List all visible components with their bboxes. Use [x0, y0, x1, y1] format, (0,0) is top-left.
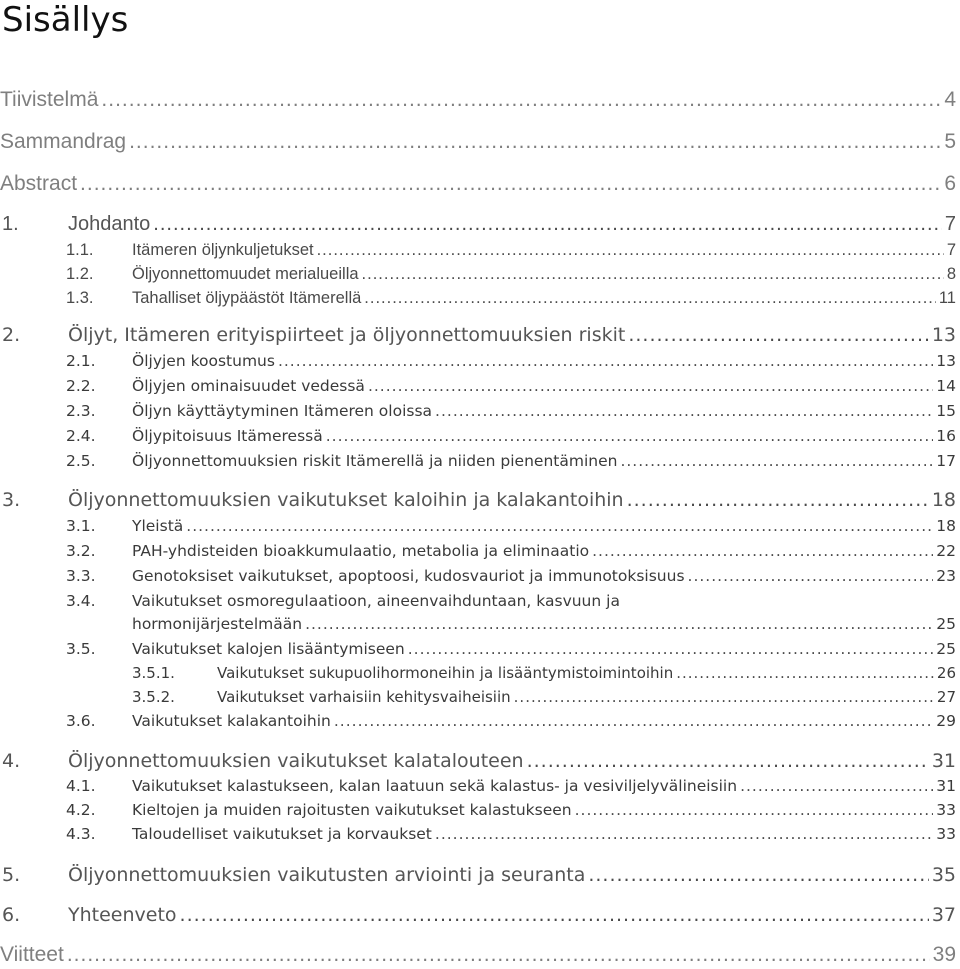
toc-number: 3.5.1. [132, 664, 175, 682]
toc-entry-3-3[interactable] [0, 567, 956, 585]
toc-number: 3.6. [66, 712, 96, 730]
toc-entry-3-2[interactable] [0, 542, 956, 560]
toc-leader-dots [67, 943, 930, 967]
toc-entry-4-1[interactable] [0, 777, 956, 795]
toc-page-number: 23 [936, 567, 956, 585]
toc-number: 3.5. [66, 640, 96, 658]
toc-page-number: 25 [936, 640, 956, 658]
toc-leader-dots [368, 377, 933, 395]
toc-number: 1.2. [66, 265, 94, 283]
toc-entry-3-6[interactable] [0, 712, 956, 730]
toc-number: 6. [2, 904, 21, 926]
toc-entry-2-1[interactable] [0, 352, 956, 370]
toc-title: Itämeren öljynkuljetukset [132, 241, 314, 259]
toc-page-number: 13 [931, 324, 956, 346]
toc-entry-2-5[interactable] [0, 452, 956, 470]
toc-page-number: 17 [936, 452, 956, 470]
toc-entry-4-2[interactable] [0, 801, 956, 819]
toc-leader-dots [676, 664, 934, 682]
toc-number: 2.3. [66, 402, 96, 420]
toc-page-number: 37 [931, 904, 956, 926]
toc-number: 2.5. [66, 452, 96, 470]
toc-page-number: 18 [931, 489, 956, 511]
toc-page-number: 29 [936, 712, 956, 730]
toc-number: 4.2. [66, 801, 96, 819]
toc-page-number: 5 [944, 130, 956, 153]
toc-entry-1-2[interactable] [0, 265, 956, 284]
toc-number: 3.1. [66, 517, 96, 535]
toc-page-number: 16 [936, 427, 956, 445]
toc-page-number: 13 [936, 352, 956, 370]
toc-entry-2-4[interactable] [0, 427, 956, 445]
toc-leader-dots [180, 904, 929, 926]
toc-entry-3[interactable] [0, 489, 956, 511]
toc-title: Johdanto [68, 213, 151, 235]
toc-entry-viitteet[interactable] [0, 943, 956, 967]
toc-entry-sammandrag[interactable] [0, 130, 956, 154]
toc-entry-2[interactable] [0, 324, 956, 346]
toc-entry-3-4-continued[interactable] [0, 615, 956, 633]
toc-leader-dots [334, 712, 933, 730]
toc-page-number: 33 [936, 801, 956, 819]
toc-title: Vaikutukset varhaisiin kehitysvaiheisiin [217, 688, 511, 706]
toc-page-number: 7 [946, 241, 956, 259]
toc-leader-dots [80, 172, 941, 196]
page-title: Sisällys [2, 0, 129, 40]
toc-title: PAH-yhdisteiden bioakkumulaatio, metabolia ja eliminaatio [132, 542, 590, 560]
toc-number: 3.2. [66, 542, 96, 560]
toc-entry-3-5[interactable] [0, 640, 956, 658]
toc-title: Öljyjen koostumus [132, 352, 275, 370]
toc-entry-3-5-1[interactable] [0, 664, 956, 682]
toc-title: Öljypitoisuus Itämeressä [132, 427, 323, 445]
toc-page-number: 4 [944, 88, 956, 111]
toc-title: Öljyonnettomuuksien vaikutusten arviointi ja seuranta [68, 864, 586, 886]
toc-leader-dots [317, 241, 944, 260]
toc-page-number: 7 [944, 213, 956, 235]
toc-title: Tiivistelmä [0, 88, 99, 111]
toc-title: Vaikutukset osmoregulaatioon, aineenvaihduntaan, kasvuun ja [132, 592, 620, 610]
toc-title: Yleistä [132, 517, 184, 535]
toc-entry-2-3[interactable] [0, 402, 956, 420]
toc-entry-1-3[interactable] [0, 289, 956, 308]
toc-number: 2. [2, 324, 21, 346]
toc-title: Vaikutukset kalojen lisääntymiseen [132, 640, 405, 658]
toc-number: 4.3. [66, 825, 96, 843]
toc-title: Tahalliset öljypäästöt Itämerellä [132, 289, 362, 307]
toc-title: Öljyonnettomuuksien vaikutukset kaloihin ja kalakantoihin [68, 489, 624, 511]
toc-leader-dots [326, 427, 934, 445]
toc-page-number: 27 [936, 688, 956, 706]
toc-title: Viitteet [0, 943, 64, 966]
toc-leader-dots [592, 542, 933, 560]
toc-number: 3.3. [66, 567, 96, 585]
toc-title: Vaikutukset kalakantoihin [132, 712, 331, 730]
toc-entry-1-1[interactable] [0, 241, 956, 260]
toc-page-number: 11 [938, 289, 956, 307]
toc-page-number: 8 [946, 265, 956, 283]
toc-leader-dots [435, 402, 933, 420]
toc-leader-dots [186, 517, 933, 535]
toc-entry-tiivistelma[interactable] [0, 88, 956, 112]
toc-number: 3.4. [66, 592, 96, 610]
toc-leader-dots [620, 452, 933, 470]
toc-title: Öljyn käyttäytyminen Itämeren oloissa [132, 402, 433, 420]
toc-number: 1. [2, 213, 19, 235]
toc-page-number: 25 [936, 615, 956, 633]
toc-page-number: 39 [932, 943, 956, 966]
toc-entry-5[interactable] [0, 864, 956, 886]
toc-page-number: 31 [931, 750, 956, 772]
toc-title: Yhteenveto [68, 904, 177, 926]
toc-title: Genotoksiset vaikutukset, apoptoosi, kudosvauriot ja immunotoksisuus [132, 567, 685, 585]
toc-leader-dots [153, 213, 942, 236]
toc-entry-3-5-2[interactable] [0, 688, 956, 706]
toc-number: 5. [2, 864, 21, 886]
toc-page-number: 26 [936, 664, 956, 682]
toc-entry-abstract[interactable] [0, 172, 956, 196]
toc-leader-dots [688, 567, 934, 585]
toc-entry-4-3[interactable] [0, 825, 956, 843]
toc-title: Vaikutukset kalastukseen, kalan laatuun sekä kalastus- ja vesiviljelyvälineisiin [132, 777, 738, 795]
toc-leader-dots [588, 864, 928, 886]
toc-leader-dots [435, 825, 933, 843]
toc-leader-dots [628, 324, 928, 346]
toc-number: 2.2. [66, 377, 96, 395]
toc-number: 1.3. [66, 289, 94, 307]
toc-page-number: 22 [936, 542, 956, 560]
toc-page-number: 15 [936, 402, 956, 420]
toc-page-number: 18 [936, 517, 956, 535]
toc-entry-2-2[interactable] [0, 377, 956, 395]
toc-leader-dots [514, 688, 934, 706]
toc-title-continued: hormonijärjestelmään [132, 615, 303, 633]
toc-number: 4.1. [66, 777, 96, 795]
toc-title: Kieltojen ja muiden rajoitusten vaikutukset kalastukseen [132, 801, 572, 819]
toc-title: Vaikutukset sukupuolihormoneihin ja lisääntymistoimintoihin [217, 664, 674, 682]
toc-entry-3-4[interactable] [0, 592, 956, 610]
toc-page-number: 35 [931, 864, 956, 886]
toc-leader-dots [575, 801, 934, 819]
toc-leader-dots [364, 289, 936, 308]
toc-leader-dots [627, 489, 929, 511]
toc-title: Öljyonnettomuudet merialueilla [132, 265, 359, 283]
toc-title: Öljyjen ominaisuudet vedessä [132, 377, 365, 395]
toc-leader-dots [305, 615, 933, 633]
toc-page-number: 33 [936, 825, 956, 843]
toc-number: 1.1. [66, 241, 94, 259]
toc-leader-dots [362, 265, 944, 284]
toc-leader-dots [408, 640, 934, 658]
toc-title: Sammandrag [0, 130, 127, 153]
toc-page-number: 6 [944, 172, 956, 195]
toc-entry-3-1[interactable] [0, 517, 956, 535]
toc-leader-dots [278, 352, 933, 370]
toc-number: 4. [2, 750, 21, 772]
toc-title: Öljyonnettomuuksien vaikutukset kalatalouteen [68, 750, 524, 772]
toc-title: Öljyonnettomuuksien riskit Itämerellä ja niiden pienentäminen [132, 452, 618, 470]
toc-leader-dots [129, 130, 941, 154]
toc-leader-dots [101, 88, 941, 112]
toc-number: 2.4. [66, 427, 96, 445]
toc-number: 3. [2, 489, 21, 511]
toc-entry-6[interactable] [0, 904, 956, 926]
toc-number: 3.5.2. [132, 688, 175, 706]
toc-page-number: 31 [936, 777, 956, 795]
toc-title: Abstract [0, 172, 78, 195]
toc-entry-1[interactable] [0, 213, 956, 236]
toc-page-number: 14 [936, 377, 956, 395]
toc-title: Öljyt, Itämeren erityispiirteet ja öljyonnettomuuksien riskit [68, 324, 626, 346]
toc-leader-dots [740, 777, 933, 795]
toc-title: Taloudelliset vaikutukset ja korvaukset [132, 825, 432, 843]
toc-number: 2.1. [66, 352, 96, 370]
toc-leader-dots [527, 750, 929, 772]
toc-entry-4[interactable] [0, 750, 956, 772]
